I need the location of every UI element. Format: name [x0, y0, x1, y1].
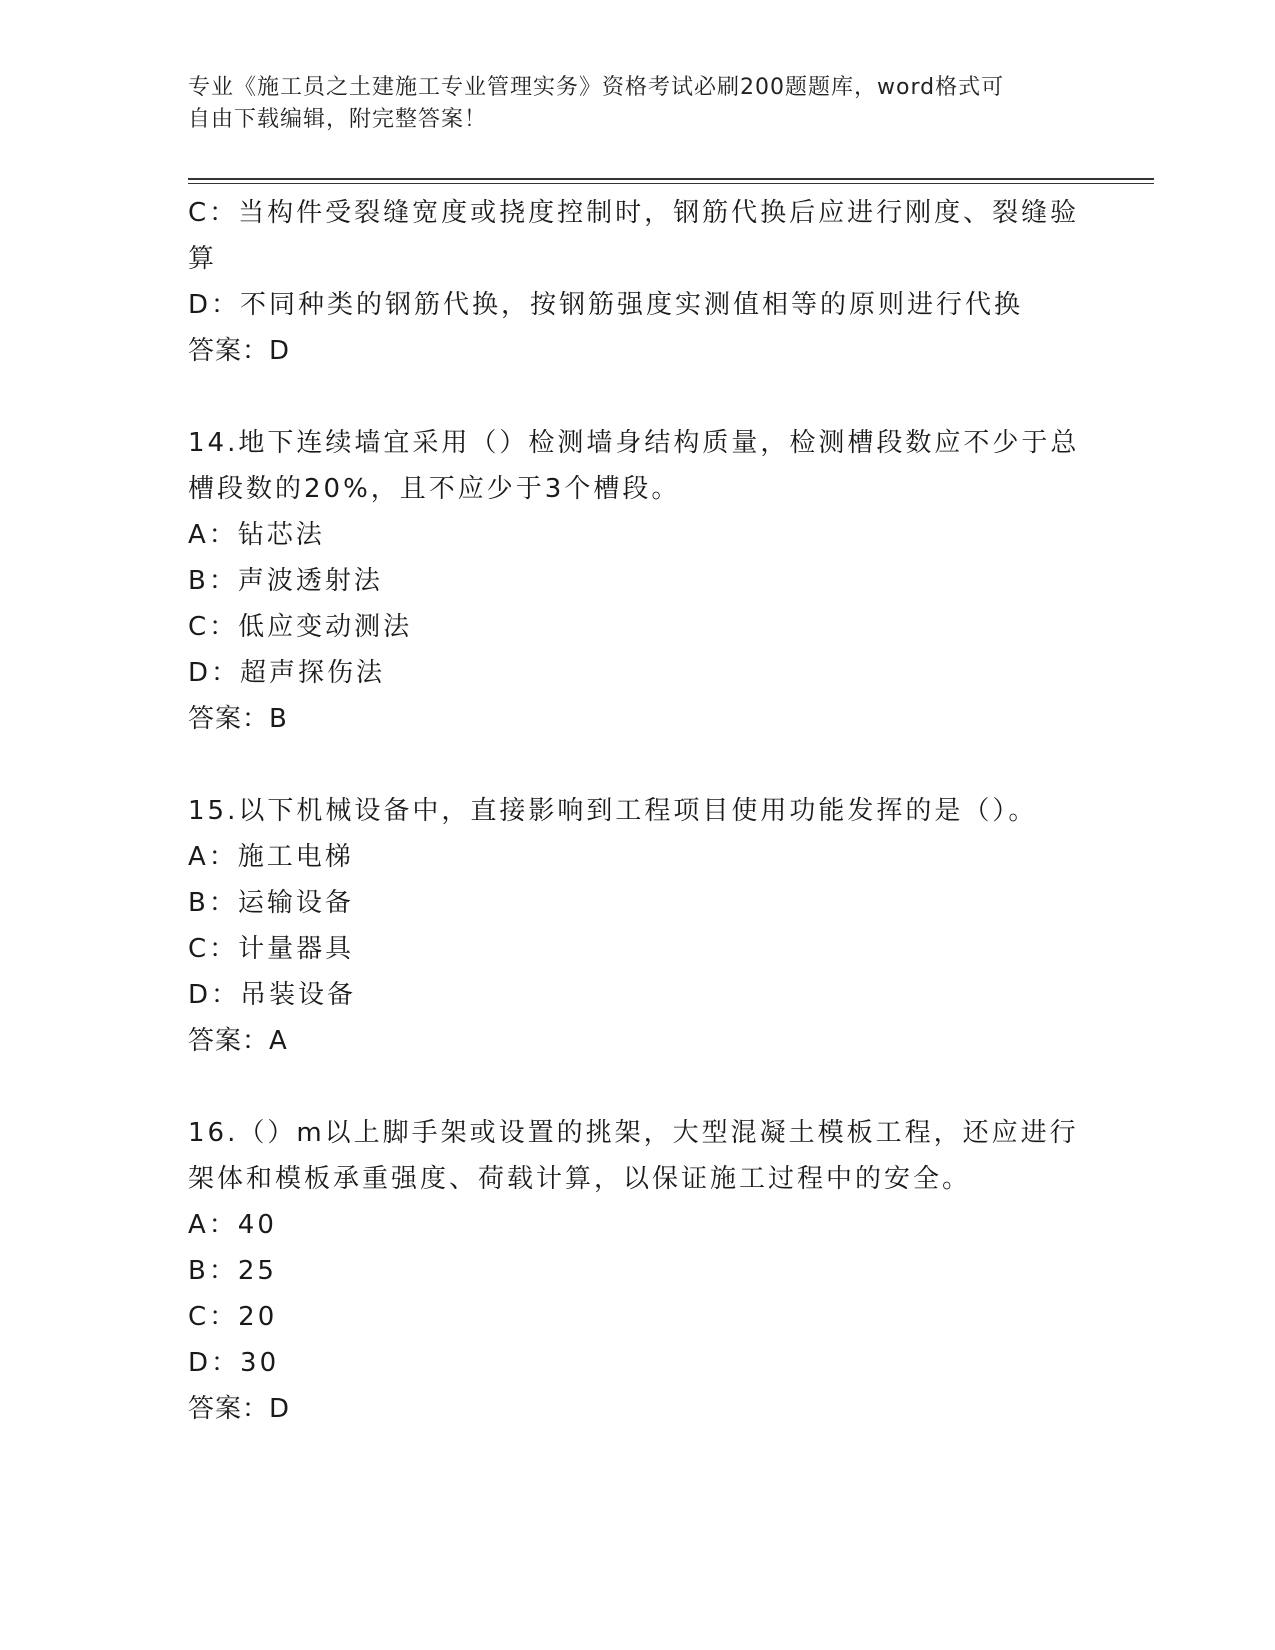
header-title-line-1: 专业《施工员之土建施工专业管理实务》资格考试必刷200题题库，word格式可 — [188, 75, 1005, 100]
question-list — [188, 190, 1088, 1432]
header-title-line-2: 自由下载编辑，附完整答案！ — [188, 107, 488, 132]
answer-label: 答案：D — [188, 336, 291, 366]
question-stem: 15.以下机械设备中，直接影响到工程项目使用功能发挥的是（）。 — [188, 796, 1038, 826]
question-13-tail — [188, 190, 1088, 374]
option-a: A：施工电梯 — [188, 842, 354, 872]
spacer — [188, 742, 1088, 788]
option-c: C：计量器具 — [188, 934, 355, 964]
question-stem-continued: 槽段数的20%，且不应少于3个槽段。 — [188, 474, 681, 504]
question-stem: 14.地下连续墙宜采用（）检测墙身结构质量，检测槽段数应不少于总 — [188, 428, 1080, 458]
option-c-continued: 算 — [188, 244, 218, 274]
option-b: B：运输设备 — [188, 888, 354, 918]
page-header — [188, 72, 1068, 136]
option-b: B：25 — [188, 1256, 277, 1286]
answer-label: 答案：D — [188, 1394, 291, 1424]
option-a: A：40 — [188, 1210, 277, 1240]
question-14 — [188, 420, 1088, 742]
option-c: C：20 — [188, 1302, 278, 1332]
option-d: D：不同种类的钢筋代换，按钢筋强度实测值相等的原则进行代换 — [188, 290, 1024, 320]
spacer — [188, 1064, 1088, 1110]
option-d: D：吊装设备 — [188, 980, 357, 1010]
option-d: D：超声探伤法 — [188, 658, 386, 688]
option-c: C：当构件受裂缝宽度或挠度控制时，钢筋代换后应进行刚度、裂缝验 — [188, 198, 1080, 228]
spacer — [188, 374, 1088, 420]
option-d: D：30 — [188, 1348, 280, 1378]
option-c: C：低应变动测法 — [188, 612, 413, 642]
option-a: A：钻芯法 — [188, 520, 325, 550]
question-15 — [188, 788, 1088, 1064]
header-divider-thin — [188, 183, 1154, 184]
question-16 — [188, 1110, 1088, 1432]
question-stem-continued: 架体和模板承重强度、荷载计算，以保证施工过程中的安全。 — [188, 1164, 972, 1194]
answer-label: 答案：A — [188, 1026, 288, 1056]
question-stem: 16.（）m以上脚手架或设置的挑架，大型混凝土模板工程，还应进行 — [188, 1118, 1079, 1148]
answer-label: 答案：B — [188, 704, 288, 734]
option-b: B：声波透射法 — [188, 566, 383, 596]
header-divider-thick — [188, 178, 1154, 180]
